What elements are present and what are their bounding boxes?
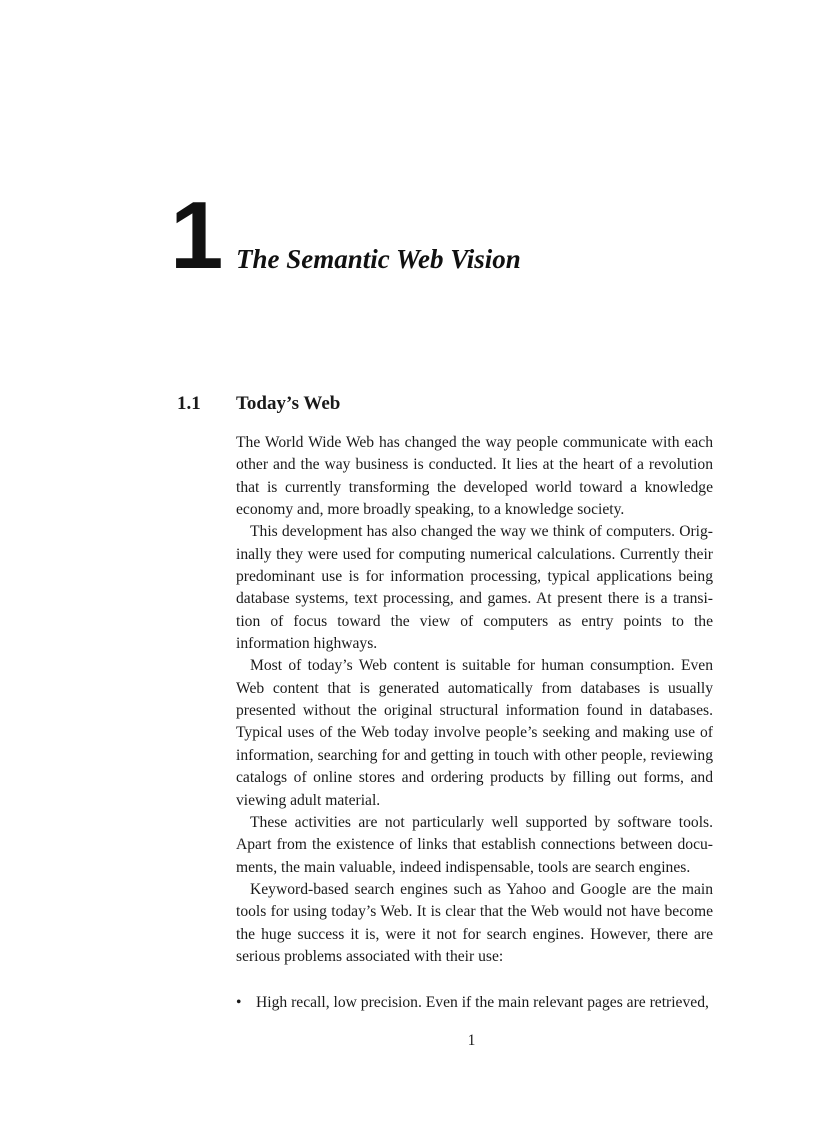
section-number: 1.1 xyxy=(177,393,201,414)
paragraph: This development has also changed the way we think of computers. Originally they were used for computing numerical calculations. Currently their predominant use is for information processing, typical applications being database systems, text processing, and games. At present there is a transition of focus toward the view of computers as entry points to the information highways. xyxy=(236,523,713,653)
bullet-icon: • xyxy=(236,994,242,1011)
list-item-text: High recall, low precision. Even if the main relevant pages are retrieved, xyxy=(256,994,709,1011)
body-text xyxy=(236,432,713,968)
section-title: Today’s Web xyxy=(236,393,341,414)
bullet-list xyxy=(236,992,713,1014)
chapter-title: The Semantic Web Vision xyxy=(236,244,521,274)
paragraph: Keyword-based search engines such as Yahoo and Google are the main tools for using today’s Web. It is clear that the Web would not have become the huge success it is, were it not for search engines. However, there are serious problems associated with their use: xyxy=(236,880,713,965)
paragraph: These activities are not particularly well supported by software tools. Apart from the existence of links that establish connections between documents, the main valuable, indeed indispensable, tools are search engines. xyxy=(236,813,713,876)
chapter-number: 1 xyxy=(170,182,222,289)
page-number: 1 xyxy=(467,1032,476,1049)
list-item xyxy=(236,992,713,1014)
paragraph: The World Wide Web has changed the way people communicate with each other and the way business is conducted. It lies at the heart of a revolution that is currently transforming the developed world toward a knowledge economy and, more broadly speaking, to a knowledge society. xyxy=(236,434,713,519)
paragraph: Most of today’s Web content is suitable for human consumption. Even Web content that is generated automatically from databases is usually presented without the original structural information found in databases. Typical uses of the Web today involve people’s seeking and making use of information, searching for and getting in touch with other people, reviewing catalogs of online stores and ordering products by filling out forms, and viewing adult material. xyxy=(236,657,713,809)
